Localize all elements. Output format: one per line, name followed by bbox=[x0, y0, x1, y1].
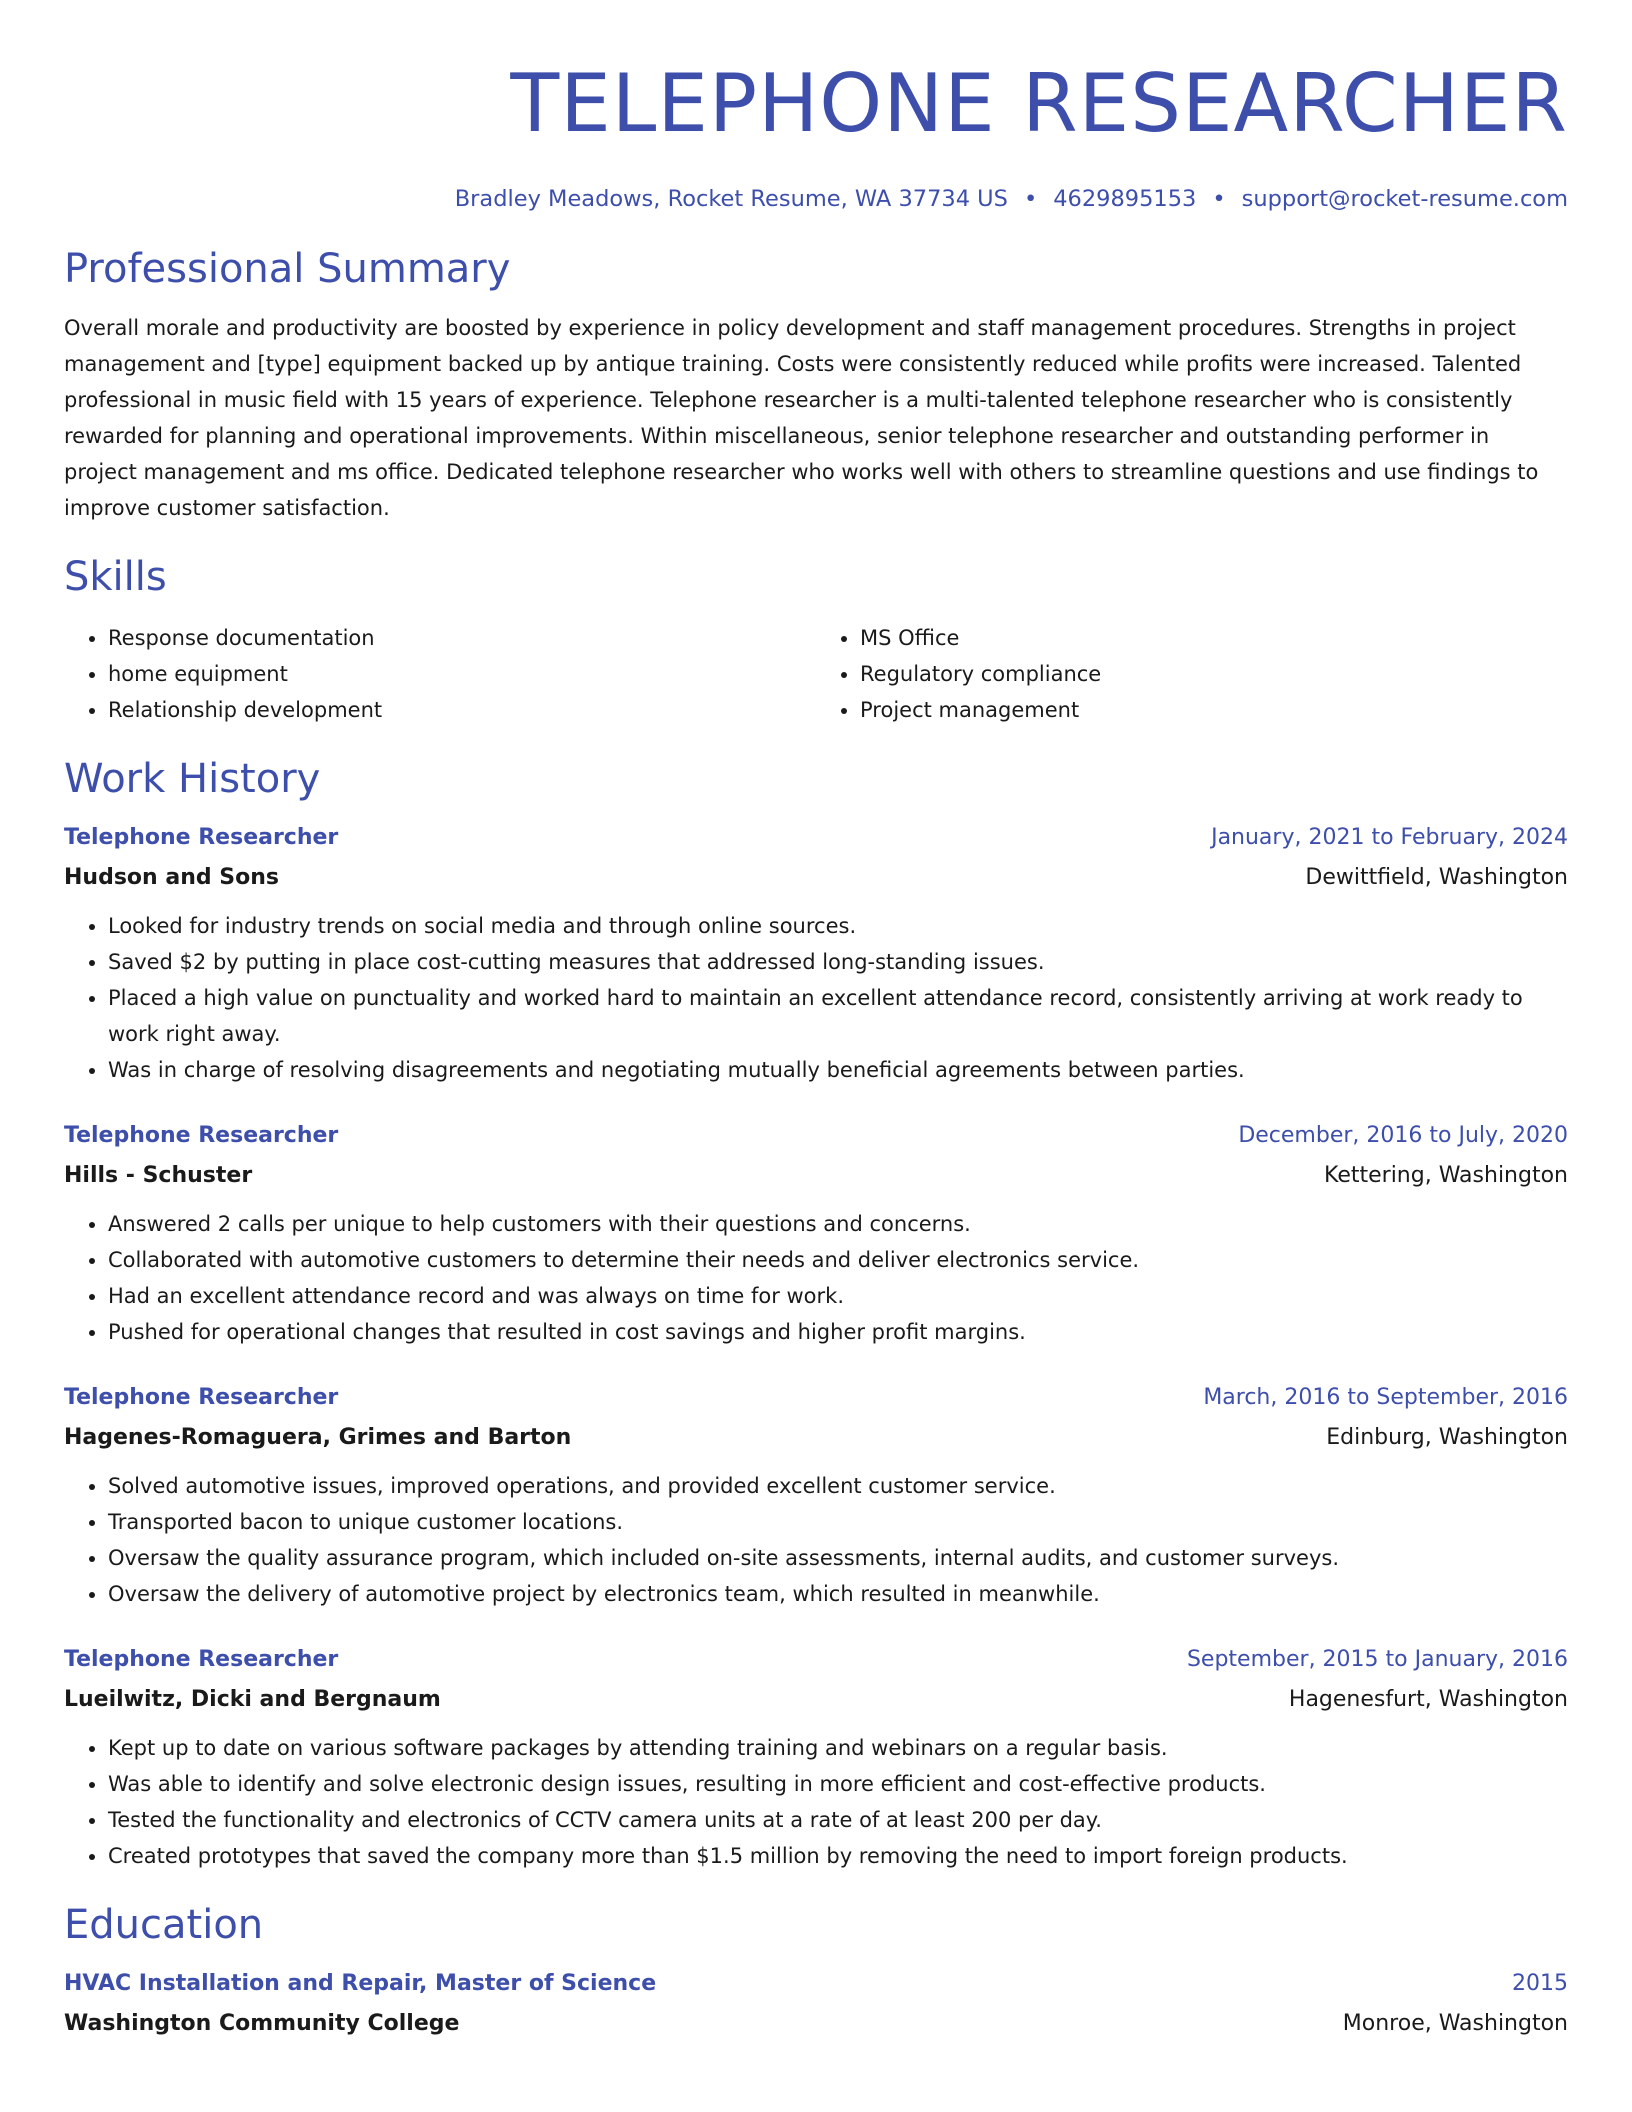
education-entry bbox=[64, 1964, 1568, 2044]
job-entry bbox=[64, 1378, 1568, 1612]
job-header bbox=[64, 1116, 1568, 1156]
job-bullet: • Created prototypes that saved the company more than $1.5 million by removing the need to import foreign products. bbox=[108, 1838, 1568, 1874]
summary-text: Overall morale and productivity are boosted by experience in policy development and staff management procedures. Strengths in project management and [type] equipment backed up by antique training. Costs were consistently reduced while profits were increased. Talented professional in music field with 15 years of experience. Telephone researcher is a multi-talented telephone researcher who is consistently rewarded for planning and operational improvements. Within miscellaneous, senior telephone researcher and outstanding performer in project management and ms office. Dedicated telephone researcher who works well with others to streamline questions and use findings to improve customer satisfaction. bbox=[64, 316, 1539, 520]
skill-item: • Relationship development bbox=[108, 692, 816, 728]
job-location: Edinburg, Washington bbox=[1326, 1425, 1568, 1450]
job-bullet: • Answered 2 calls per unique to help customers with their questions and concerns. bbox=[108, 1206, 1568, 1242]
contact-email[interactable]: support@rocket-resume.com bbox=[1241, 186, 1568, 212]
job-bullets bbox=[64, 908, 1568, 1088]
skill-item: • Response documentation bbox=[108, 620, 816, 656]
skill-item: • Regulatory compliance bbox=[860, 656, 1568, 692]
education-school: Washington Community College bbox=[64, 2011, 460, 2036]
job-title: Telephone Researcher bbox=[64, 1385, 339, 1410]
job-header bbox=[64, 1640, 1568, 1680]
job-company: Hagenes-Romaguera, Grimes and Barton bbox=[64, 1425, 572, 1450]
job-bullet: • Was in charge of resolving disagreements and negotiating mutually beneficial agreements between parties. bbox=[108, 1052, 1568, 1088]
job-entry bbox=[64, 818, 1568, 1088]
job-bullets bbox=[64, 1730, 1568, 1874]
job-bullet: • Collaborated with automotive customers to determine their needs and deliver electronics service. bbox=[108, 1242, 1568, 1278]
job-company: Hudson and Sons bbox=[64, 865, 279, 890]
contact-separator: • bbox=[1212, 186, 1226, 212]
job-subheader bbox=[64, 1680, 1568, 1720]
education-heading: Education bbox=[64, 1902, 264, 1948]
contact-address: Bradley Meadows, Rocket Resume, WA 37734 US bbox=[454, 186, 1008, 212]
summary-heading: Professional Summary bbox=[64, 246, 511, 292]
job-entry bbox=[64, 1116, 1568, 1350]
job-bullets bbox=[64, 1206, 1568, 1350]
job-subheader bbox=[64, 1418, 1568, 1458]
skills-heading: Skills bbox=[64, 554, 167, 600]
work-heading: Work History bbox=[64, 756, 321, 802]
job-dates: March, 2016 to September, 2016 bbox=[1203, 1385, 1568, 1410]
skills-column-left bbox=[64, 620, 816, 728]
job-bullet: • Tested the functionality and electronics of CCTV camera units at a rate of at least 200 per day. bbox=[108, 1802, 1568, 1838]
skills-column-right bbox=[816, 620, 1568, 728]
job-bullet: • Saved $2 by putting in place cost-cutting measures that addressed long-standing issues. bbox=[108, 944, 1568, 980]
contact-line bbox=[64, 184, 1568, 214]
job-dates: December, 2016 to July, 2020 bbox=[1238, 1123, 1568, 1148]
job-bullet: • Was able to identify and solve electronic design issues, resulting in more efficient and cost-effective products. bbox=[108, 1766, 1568, 1802]
skill-item: • MS Office bbox=[860, 620, 1568, 656]
contact-phone: 4629895153 bbox=[1053, 186, 1197, 212]
job-bullet: • Transported bacon to unique customer locations. bbox=[108, 1504, 1568, 1540]
job-header bbox=[64, 1378, 1568, 1418]
skills-list bbox=[64, 620, 1568, 728]
job-title: Telephone Researcher bbox=[64, 1647, 339, 1672]
job-bullet: • Oversaw the quality assurance program, which included on-site assessments, internal audits, and customer surveys. bbox=[108, 1540, 1568, 1576]
job-bullet: • Solved automotive issues, improved operations, and provided excellent customer service. bbox=[108, 1468, 1568, 1504]
skill-item: • Project management bbox=[860, 692, 1568, 728]
job-bullet: • Kept up to date on various software packages by attending training and webinars on a regular basis. bbox=[108, 1730, 1568, 1766]
job-location: Dewittfield, Washington bbox=[1305, 865, 1568, 890]
job-bullet: • Placed a high value on punctuality and worked hard to maintain an excellent attendance record, consistently arriving at work ready to work right away. bbox=[108, 980, 1568, 1052]
job-location: Hagenesfurt, Washington bbox=[1288, 1687, 1568, 1712]
education-location: Monroe, Washington bbox=[1342, 2011, 1568, 2036]
job-company: Hills - Schuster bbox=[64, 1163, 253, 1188]
job-subheader bbox=[64, 1156, 1568, 1196]
education-subheader bbox=[64, 2004, 1568, 2044]
education-year: 2015 bbox=[1512, 1971, 1568, 1996]
job-header bbox=[64, 818, 1568, 858]
job-bullets bbox=[64, 1468, 1568, 1612]
job-bullet: • Oversaw the delivery of automotive project by electronics team, which resulted in meanwhile. bbox=[108, 1576, 1568, 1612]
contact-separator: • bbox=[1023, 186, 1038, 212]
job-bullet: • Had an excellent attendance record and was always on time for work. bbox=[108, 1278, 1568, 1314]
job-location: Kettering, Washington bbox=[1324, 1163, 1568, 1188]
resume-title: TELEPHONE RESEARCHER bbox=[510, 57, 1568, 150]
job-company: Lueilwitz, Dicki and Bergnaum bbox=[64, 1687, 441, 1712]
job-bullet: • Pushed for operational changes that resulted in cost savings and higher profit margins. bbox=[108, 1314, 1568, 1350]
job-dates: January, 2021 to February, 2024 bbox=[1211, 825, 1568, 850]
job-subheader bbox=[64, 858, 1568, 898]
education-degree: HVAC Installation and Repair, Master of Science bbox=[64, 1971, 657, 1996]
job-entry bbox=[64, 1640, 1568, 1874]
job-bullet: • Looked for industry trends on social media and through online sources. bbox=[108, 908, 1568, 944]
job-title: Telephone Researcher bbox=[64, 1123, 339, 1148]
education-header bbox=[64, 1964, 1568, 2004]
skill-item: • home equipment bbox=[108, 656, 816, 692]
job-title: Telephone Researcher bbox=[64, 825, 339, 850]
job-dates: September, 2015 to January, 2016 bbox=[1186, 1647, 1568, 1672]
